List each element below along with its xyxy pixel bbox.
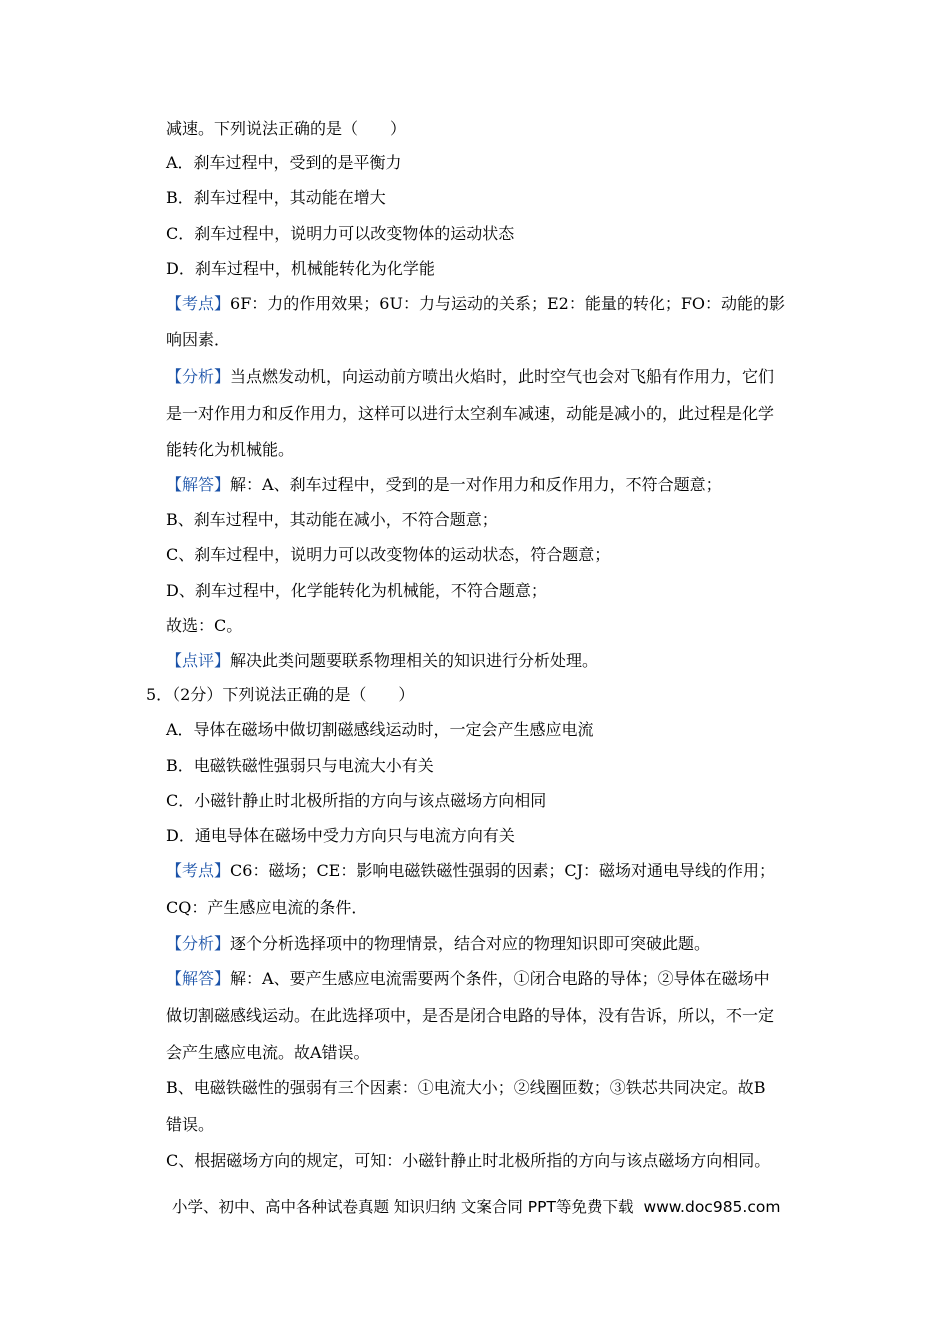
q5-option-d: D．通电导体在磁场中受力方向只与电流方向有关 [166,826,515,845]
q4-option-a: A．刹车过程中，受到的是平衡力 [166,153,402,172]
q5-option-b: B．电磁铁磁性强弱只与电流大小有关 [166,756,434,775]
q5-option-a: A．导体在磁场中做切割磁感线运动时，一定会产生感应电流 [166,720,594,739]
q5-option-c: C．小磁针静止时北极所指的方向与该点磁场方向相同 [166,791,547,810]
q4-jieda [166,475,722,495]
q4-stem-tail: 减速。下列说法正确的是（ ） [166,119,407,138]
q4-option-d: D．刹车过程中，机械能转化为化学能 [166,259,435,278]
jieda-tag: 【解答】 [166,969,231,988]
fenxi-tag: 【分析】 [166,934,231,953]
q4-dianping-text: 解决此类问题要联系物理相关的知识进行分析处理。 [230,651,599,670]
q5-jieda-line6: C、根据磁场方向的规定，可知：小磁针静止时北极所指的方向与该点磁场方向相同。 [166,1151,771,1170]
footer-url[interactable]: www.doc985.com [643,1198,781,1216]
q5-jieda-text: 解：A、要产生感应电流需要两个条件，①闭合电路的导体；②导体在磁场中 [230,969,770,988]
q4-jieda-line5: 故选：C。 [166,616,243,635]
kaodian-tag: 【考点】 [166,861,231,880]
q5-kaodian [166,861,775,881]
q5-jieda-line3: 会产生感应电流。故A错误。 [166,1043,370,1062]
page-footer [172,1197,780,1217]
q4-option-c: C．刹车过程中，说明力可以改变物体的运动状态 [166,224,515,243]
q5-jieda-line2: 做切割磁感线运动。在此选择项中，是否是闭合电路的导体，没有告诉，所以，不一定 [166,1006,775,1025]
q4-jieda-line3: C、刹车过程中，说明力可以改变物体的运动状态，符合题意； [166,545,611,564]
q4-jieda-line2: B、刹车过程中，其动能在减小，不符合题意； [166,510,498,529]
q5-fenxi [166,934,710,954]
q4-dianping [166,651,598,671]
q4-kaodian-text: 6F：力的作用效果；6U：力与运动的关系；E2：能量的转化；FO：动能的影 [230,294,786,313]
jieda-tag: 【解答】 [166,475,231,494]
q4-fenxi-line3: 能转化为机械能。 [166,440,295,459]
q5-fenxi-text: 逐个分析选择项中的物理情景，结合对应的物理知识即可突破此题。 [230,934,711,953]
footer-text: 小学、初中、高中各种试卷真题 知识归纳 文案合同 PPT等免费下载 [172,1198,634,1216]
q5-jieda [166,969,770,989]
dianping-tag: 【点评】 [166,651,231,670]
q5-kaodian-text: C6：磁场；CE：影响电磁铁磁性强弱的因素；CJ：磁场对通电导线的作用； [230,861,776,880]
q4-option-b: B．刹车过程中，其动能在增大 [166,188,386,207]
kaodian-tag: 【考点】 [166,294,231,313]
q4-kaodian [166,294,785,314]
q4-kaodian-line2: 响因素． [166,330,231,349]
q4-fenxi-text: 当点燃发动机，向运动前方喷出火焰时，此时空气也会对飞船有作用力，它们 [230,367,775,386]
q5-kaodian-line2: CQ：产生感应电流的条件． [166,898,368,917]
q4-fenxi-line2: 是一对作用力和反作用力，这样可以进行太空刹车减速，动能是减小的，此过程是化学 [166,404,775,423]
q4-fenxi [166,367,774,387]
q4-jieda-line4: D、刹车过程中，化学能转化为机械能，不符合题意； [166,581,547,600]
q4-jieda-text: 解：A、刹车过程中，受到的是一对作用力和反作用力，不符合题意； [230,475,722,494]
q5-stem: 5．（2分）下列说法正确的是（ ） [146,685,415,704]
q5-jieda-line4: B、电磁铁磁性的强弱有三个因素：①电流大小；②线圈匝数；③铁芯共同决定。故B [166,1078,766,1097]
fenxi-tag: 【分析】 [166,367,231,386]
q5-jieda-line5: 错误。 [166,1115,215,1134]
